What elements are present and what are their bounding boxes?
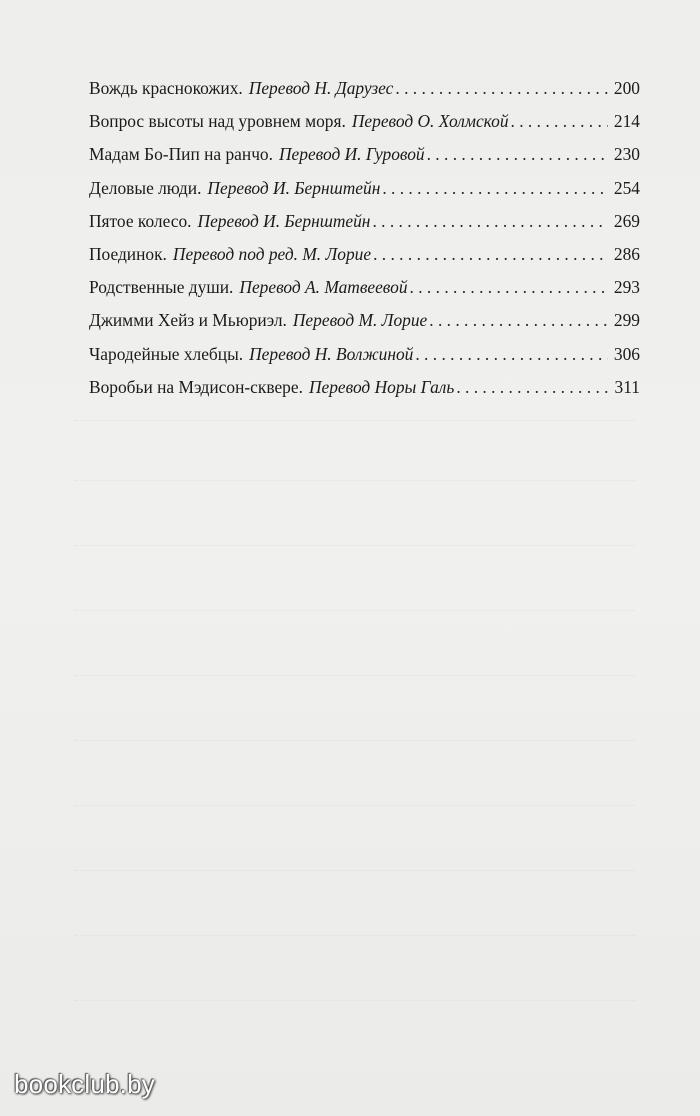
dot-leader — [395, 74, 608, 102]
bleed-through-line — [75, 935, 635, 936]
bleed-through-line — [75, 740, 635, 741]
page-number: 306 — [613, 343, 640, 364]
story-title: Родственные души. — [89, 277, 234, 298]
bleed-through-line — [75, 1000, 635, 1001]
page-number: 299 — [613, 310, 640, 331]
page-number: 269 — [613, 210, 640, 231]
translator-credit: Перевод под ред. М. Лорие — [172, 243, 372, 264]
dot-leader — [456, 373, 608, 401]
site-watermark: bookclub.by — [14, 1069, 155, 1099]
toc-entry — [89, 240, 640, 273]
toc-entry — [89, 373, 640, 406]
page-number: 230 — [613, 144, 640, 165]
story-title: Вождь краснокожих. — [89, 78, 243, 98]
page-number: 254 — [613, 177, 640, 198]
page-number: 200 — [613, 78, 640, 98]
toc-entry — [89, 174, 640, 207]
translator-credit: Перевод А. Матвеевой — [239, 277, 408, 298]
bleed-through-line — [75, 480, 635, 481]
translator-credit: Перевод Н. Волжиной — [249, 343, 414, 364]
translator-credit: Перевод И. Бернштейн — [207, 177, 381, 198]
dot-leader — [410, 273, 608, 301]
story-title: Деловые люди. — [89, 177, 202, 198]
translator-credit: Перевод Н. Дарузес — [248, 78, 394, 98]
dot-leader — [372, 207, 608, 235]
page-number: 311 — [614, 376, 640, 397]
bleed-through-line — [75, 420, 635, 421]
story-title: Вопрос высоты над уровнем моря. — [89, 111, 346, 132]
page-number: 293 — [613, 277, 640, 298]
story-title: Воробьи на Мэдисон-сквере. — [89, 376, 303, 397]
bleed-through-line — [75, 870, 635, 871]
toc-entry — [89, 340, 640, 373]
bleed-through-line — [75, 610, 635, 611]
toc-entry — [89, 207, 640, 240]
translator-credit: Перевод Норы Галь — [308, 376, 455, 397]
dot-leader — [511, 107, 608, 135]
toc-entry — [89, 107, 640, 140]
dot-leader — [382, 174, 608, 202]
story-title: Чародейные хлебцы. — [89, 343, 244, 364]
dot-leader — [427, 140, 608, 168]
bleed-through-line — [75, 805, 635, 806]
table-of-contents — [89, 74, 640, 406]
bleed-through-line — [75, 675, 635, 676]
dot-leader — [429, 306, 608, 334]
translator-credit: Перевод М. Лорие — [292, 310, 428, 331]
toc-entry — [89, 74, 640, 107]
story-title: Пятое колесо. — [89, 210, 192, 231]
translator-credit: Перевод О. Холмской — [351, 111, 509, 132]
page-number: 286 — [613, 243, 640, 264]
translator-credit: Перевод И. Бернштейн — [197, 210, 371, 231]
story-title: Мадам Бо-Пип на ранчо. — [89, 144, 273, 165]
translator-credit: Перевод И. Гуровой — [278, 144, 425, 165]
story-title: Поединок. — [89, 243, 167, 264]
toc-entry — [89, 306, 640, 339]
toc-entry — [89, 140, 640, 173]
dot-leader — [373, 240, 608, 268]
dot-leader — [415, 340, 608, 368]
bleed-through-line — [75, 545, 635, 546]
page-number: 214 — [613, 111, 640, 132]
story-title: Джимми Хейз и Мьюриэл. — [89, 310, 287, 331]
toc-entry — [89, 273, 640, 306]
